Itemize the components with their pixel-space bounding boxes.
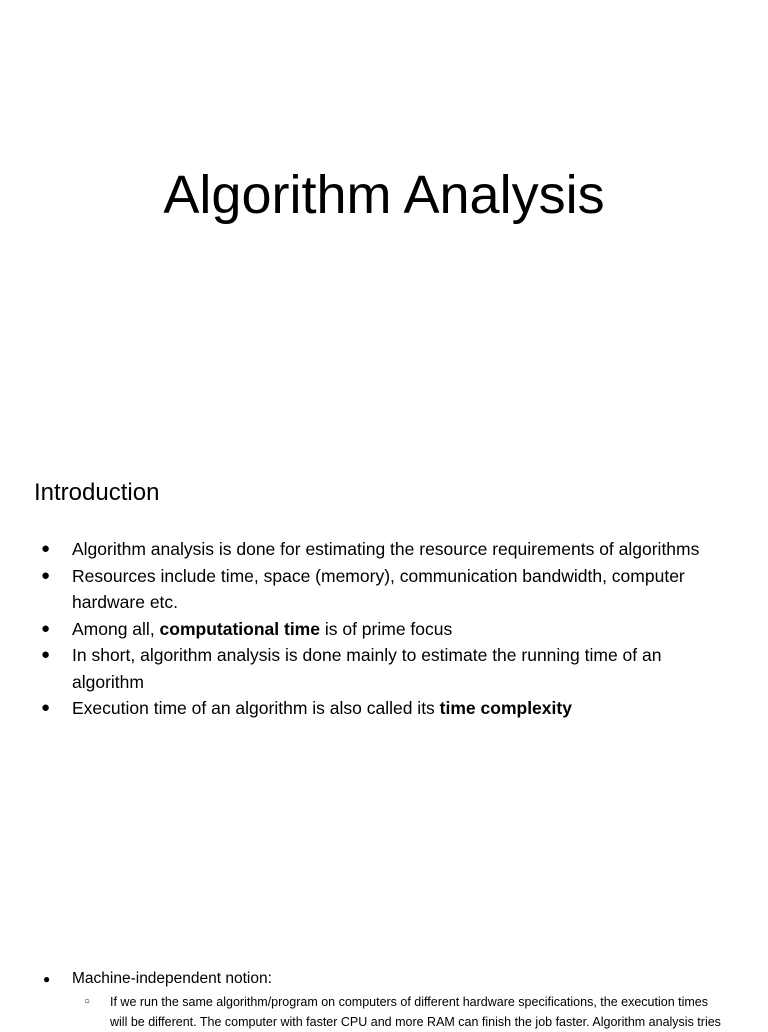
bullet-icon: ● xyxy=(41,619,51,637)
bullet-list xyxy=(0,536,768,722)
machine-independent-section xyxy=(0,966,768,1032)
title-slide xyxy=(0,0,768,440)
bullet-icon: ● xyxy=(41,566,51,584)
section-heading: Introduction xyxy=(34,479,160,506)
list-item xyxy=(0,966,768,992)
bullet-icon: ● xyxy=(41,646,51,663)
bullet-text: In short, algorithm analysis is done mainly to estimate the running time of an algorithm xyxy=(72,645,662,692)
bullet-text-tail: is of prime focus xyxy=(319,618,453,639)
bullet-emphasis: computational time xyxy=(159,618,320,639)
sub-bullet-icon: ○ xyxy=(84,996,91,1007)
list-item xyxy=(0,695,768,722)
bullet-text: Among all, xyxy=(72,618,160,639)
list-item xyxy=(0,536,768,563)
bullet-text: Machine-independent notion: xyxy=(72,970,272,987)
bullet-icon: ● xyxy=(43,972,51,986)
bullet-icon: ● xyxy=(41,699,51,716)
list-item xyxy=(0,642,768,695)
list-item xyxy=(0,563,768,616)
bullet-text: Resources include time, space (memory), communication bandwidth, computer hardware etc. xyxy=(72,565,685,612)
bullet-text: Execution time of an algorithm is also called its xyxy=(72,698,440,718)
page-title: Algorithm Analysis xyxy=(163,165,605,225)
sub-list-item xyxy=(0,992,768,1032)
sub-bullet-text: If we run the same algorithm/program on computers of different hardware specifications, the execution times will be different. The computer with faster CPU and more RAM can finish the job faster. Algorithm analysis tries xyxy=(110,995,721,1029)
bullet-icon: ● xyxy=(41,540,51,557)
bullet-emphasis: time complexity xyxy=(439,698,572,718)
bullet-text: Algorithm analysis is done for estimating the resource requirements of algorithms xyxy=(72,539,700,559)
list-item xyxy=(0,616,768,643)
